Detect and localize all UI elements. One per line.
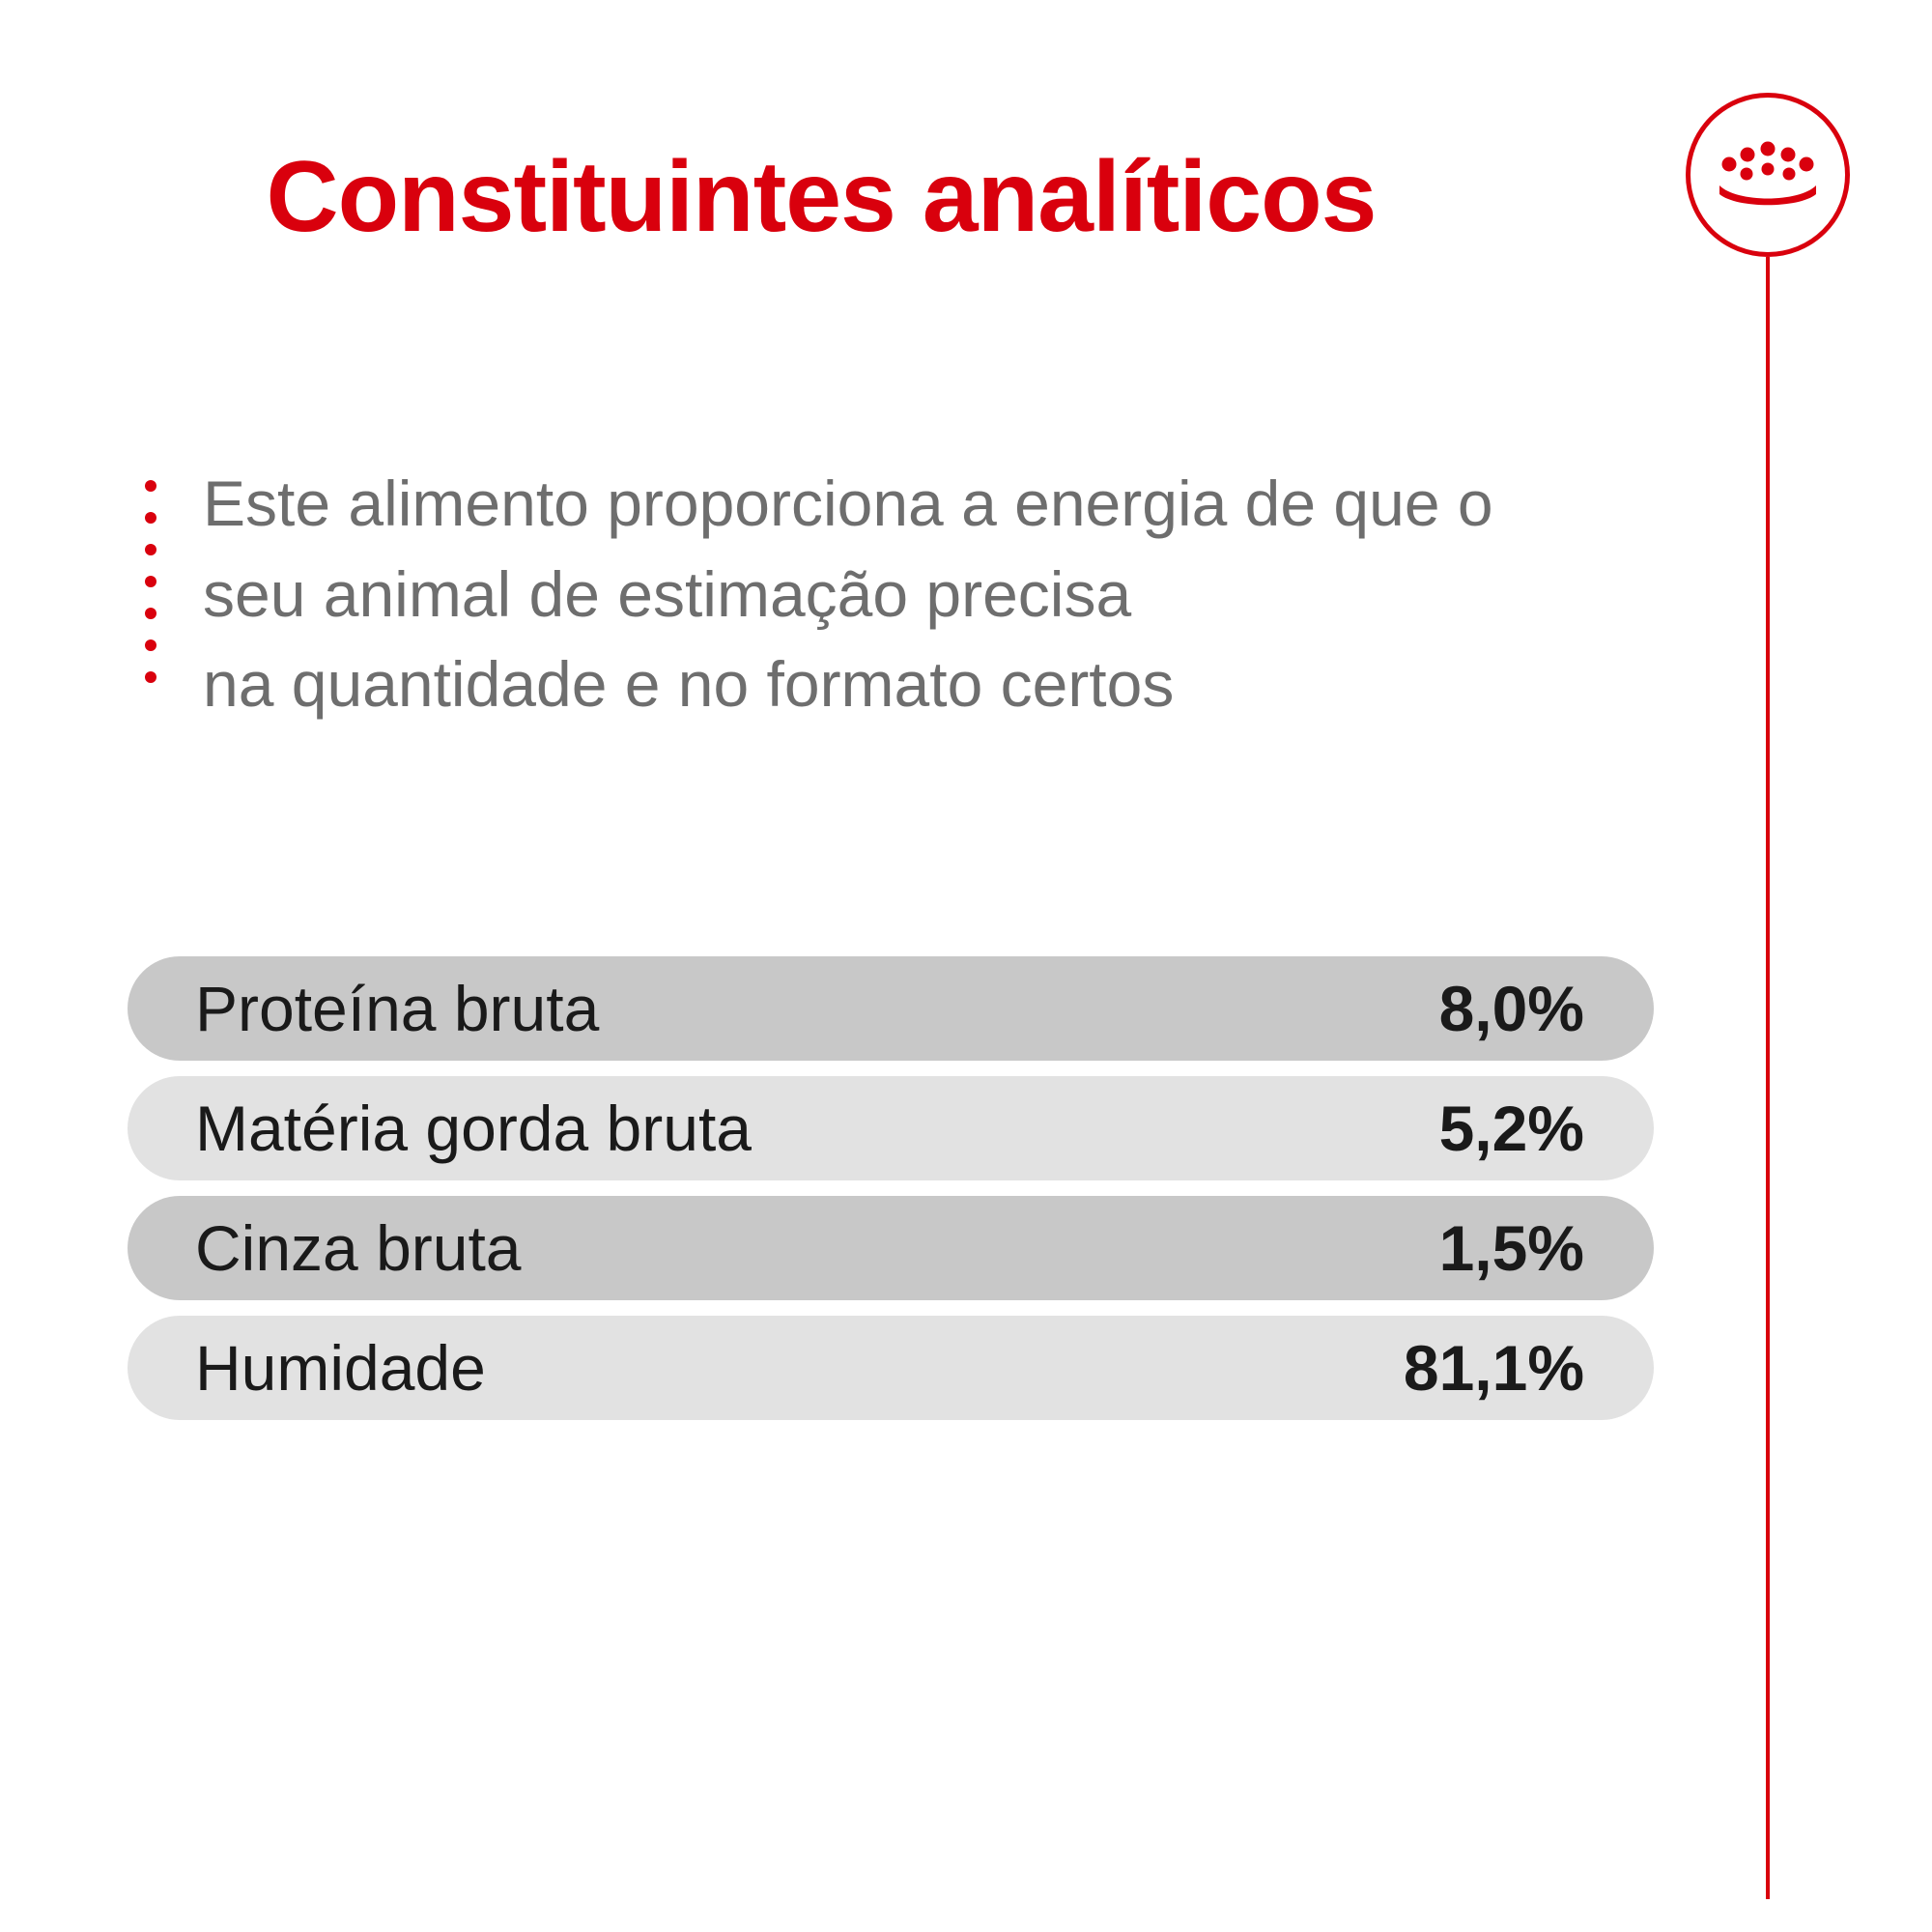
nutrient-label: Proteína bruta: [195, 973, 600, 1044]
table-row: [128, 1316, 1654, 1420]
nutrient-value: 8,0%: [1438, 973, 1584, 1044]
royal-canin-crown-icon: [1718, 141, 1818, 209]
intro-text: [203, 459, 1493, 730]
dot: [145, 480, 156, 492]
intro-line: na quantidade e no formato certos: [203, 648, 1175, 721]
nutrient-value: 1,5%: [1438, 1212, 1584, 1284]
dot: [145, 544, 156, 555]
nutrient-label: Matéria gorda bruta: [195, 1093, 752, 1164]
nutrient-value: 5,2%: [1438, 1093, 1584, 1164]
dotted-rail-icon: [145, 480, 156, 683]
table-row: [128, 1196, 1654, 1300]
page-title: Constituintes analíticos: [266, 141, 1377, 253]
intro-line: Este alimento proporciona a energia de que o: [203, 468, 1493, 539]
nutrition-table: [128, 956, 1654, 1435]
nutrient-label: Humidade: [195, 1332, 486, 1404]
table-row: [128, 956, 1654, 1061]
dot: [145, 512, 156, 524]
dot: [145, 671, 156, 683]
vertical-accent-line: [1766, 257, 1770, 1899]
nutrient-value: 81,1%: [1403, 1332, 1584, 1404]
dot: [145, 639, 156, 651]
dot: [145, 576, 156, 587]
intro-block: [145, 459, 1652, 730]
brand-logo: [1686, 93, 1850, 257]
intro-line: seu animal de estimação precisa: [203, 557, 1132, 630]
table-row: [128, 1076, 1654, 1180]
dot: [145, 608, 156, 619]
nutrient-label: Cinza bruta: [195, 1212, 522, 1284]
